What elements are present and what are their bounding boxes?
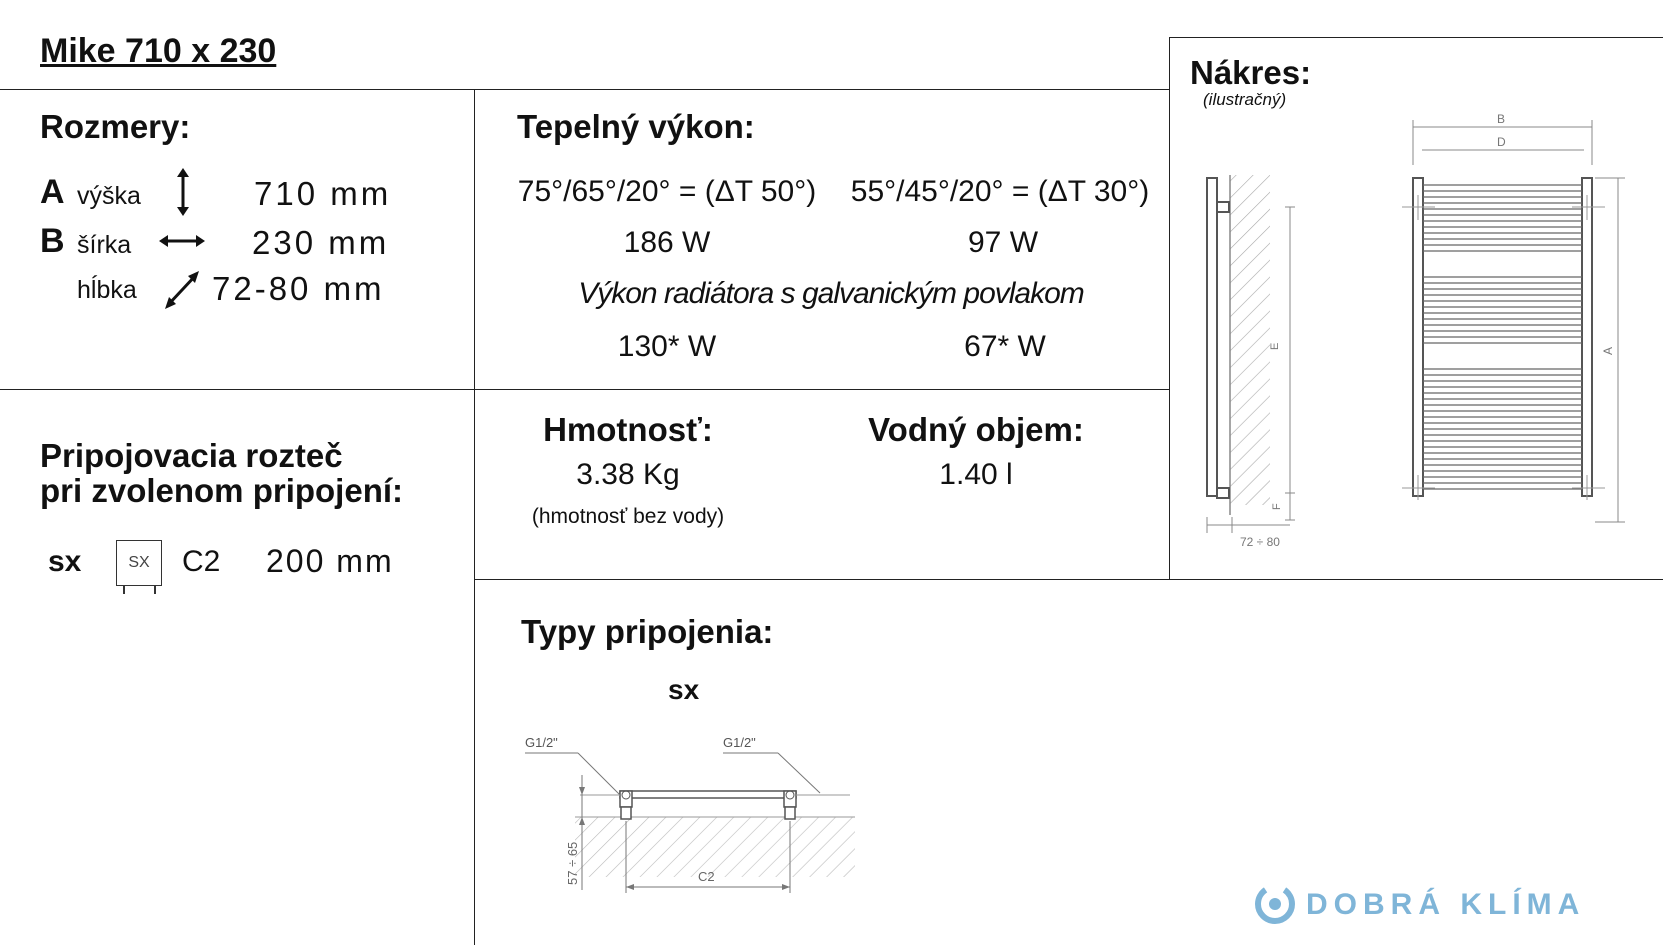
divider-left-mid [0, 389, 475, 390]
vodny-objem-heading: Vodný objem: [868, 411, 1084, 448]
spacing-label: C2 [182, 545, 221, 578]
galvanic-note: Výkon radiátora s galvanickým povlakom [578, 277, 1084, 310]
radiator-tubes [1423, 185, 1582, 489]
dim-label-vyska: výška [77, 182, 141, 210]
height-label: 57 ÷ 65 [565, 841, 580, 885]
dim-value-a: 710 mm [254, 175, 392, 212]
nakres-label-d: D [1497, 135, 1506, 149]
nakres-label-f: F [1271, 503, 1283, 510]
horizontal-arrow-icon [159, 231, 205, 251]
nakres-label-a: A [1601, 346, 1615, 355]
radiator-technical-drawing [1170, 105, 1663, 575]
divider-nakres-top [1169, 37, 1663, 38]
vertical-arrow-icon [172, 168, 194, 216]
thread-label-left: G1/2" [525, 735, 558, 750]
power-value-dt50: 186 W [623, 226, 711, 259]
nakres-label-e: E [1269, 342, 1281, 350]
thread-label-right: G1/2" [723, 735, 756, 750]
typy-pripojenia-heading: Typy pripojenia: [521, 613, 774, 650]
galvanic-value-dt30: 67* W [964, 330, 1046, 363]
sx-icon-label: SX [128, 554, 150, 571]
dobra-klima-logo-text: DOBRÁ KLÍMA [1306, 888, 1586, 921]
vodny-objem-value: 1.40 l [939, 458, 1013, 491]
power-value-dt30: 97 W [967, 226, 1039, 259]
divider-center-mid [474, 389, 1170, 390]
sx-icon-pin-left [123, 586, 125, 594]
sx-connection-icon [116, 540, 162, 586]
dim-letter-a: A [40, 173, 65, 211]
sx-icon-pin-right [154, 586, 156, 594]
tepelny-vykon-heading: Tepelný výkon: [517, 108, 755, 145]
dim-value-b: 230 mm [252, 224, 390, 261]
nakres-heading: Nákres: [1190, 54, 1312, 91]
dobra-klima-logo-icon [1253, 882, 1297, 926]
pripojovacia-heading-line1: Pripojovacia rozteč [40, 437, 343, 474]
hmotnost-note: (hmotnosť bez vody) [531, 505, 725, 528]
dim-label-sirka: šírka [77, 231, 132, 259]
divider-col [474, 89, 475, 945]
hmotnost-heading: Hmotnosť: [543, 411, 713, 448]
sx-connection-diagram [520, 725, 860, 905]
typy-pripojenia-type: sx [668, 674, 700, 705]
dim-value-hlbka: 72-80 mm [212, 270, 385, 307]
galvanic-value-dt50: 130* W [617, 330, 717, 363]
diagonal-arrow-icon [163, 270, 201, 310]
power-header-dt50: 75°/65°/20° = (ΔT 50°) [517, 175, 817, 208]
hmotnost-value: 3.38 Kg [576, 458, 680, 491]
pripojovacia-heading-line2: pri zvolenom pripojení: [40, 472, 404, 509]
rozmery-heading: Rozmery: [40, 108, 191, 145]
divider-top [0, 89, 1170, 90]
nakres-label-b: B [1497, 112, 1506, 126]
spacing-value: 200 mm [266, 543, 394, 579]
nakres-subheading: (ilustračný) [1203, 90, 1287, 109]
divider-bottom [474, 579, 1663, 580]
spacing-diagram-label: C2 [698, 869, 715, 884]
power-header-dt30: 55°/45°/20° = (ΔT 30°) [850, 175, 1150, 208]
connection-type: sx [48, 545, 82, 578]
nakres-label-depth: 72 ÷ 80 [1240, 535, 1280, 549]
product-title: Mike 710 x 230 [40, 32, 277, 70]
dim-letter-b: B [40, 222, 65, 260]
dim-label-hlbka: hĺbka [77, 276, 137, 304]
